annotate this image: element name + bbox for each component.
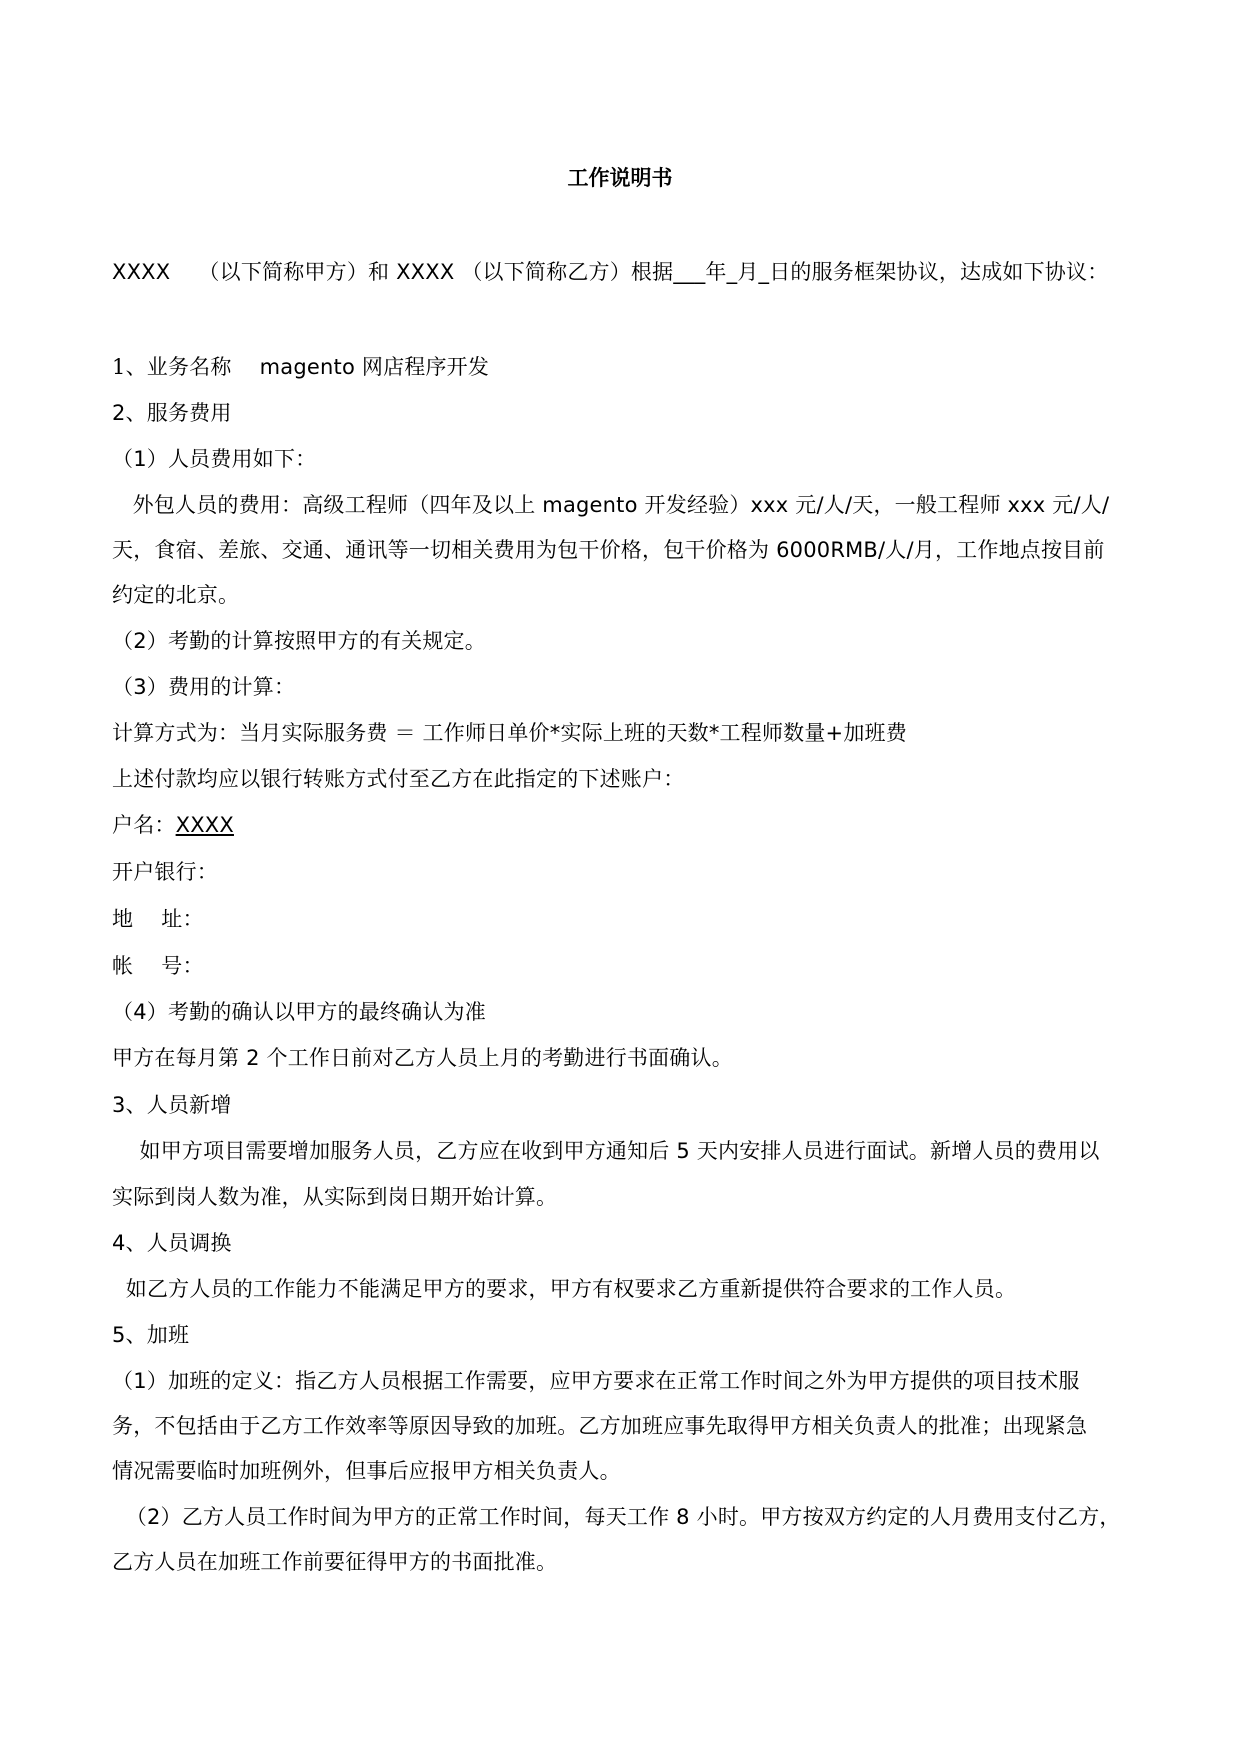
section-2-1-heading: （1）人员费用如下： (112, 447, 317, 471)
document-title: 工作说明书 (567, 166, 673, 190)
section-2-4-text: 甲方在每月第 2 个工作日前对乙方人员上月的考勤进行书面确认。 (112, 1046, 733, 1070)
section-3-heading: 3、人员新增 (112, 1093, 232, 1117)
section-4-text: 如乙方人员的工作能力不能满足甲方的要求，甲方有权要求乙方重新提供符合要求的工作人员。 (112, 1277, 1017, 1301)
fee-formula: 计算方式为：当月实际服务费 ＝ 工作师日单价*实际上班的天数*工程师数量+加班费 (112, 721, 907, 745)
section-2-1-line: 天，食宿、差旅、交通、通讯等一切相关费用为包干价格，包干价格为 6000RMB/人/月，工作地点按目前 (112, 538, 1105, 562)
section-3-line: 如甲方项目需要增加服务人员，乙方应在收到甲方通知后 5 天内安排人员进行面试。新增人员的费用以 (112, 1139, 1100, 1163)
section-2-1-line: 约定的北京。 (112, 583, 240, 607)
section-5-1-line: （1）加班的定义：指乙方人员根据工作需要，应甲方要求在正常工作时间之外为甲方提供的项目技术服 (112, 1369, 1080, 1393)
account-name-row (112, 810, 1142, 840)
account-name-value: XXXX (175, 813, 234, 837)
section-2-3-heading: （3）费用的计算： (112, 675, 296, 699)
section-5-heading: 5、加班 (112, 1323, 190, 1347)
account-number-label: 帐 号： (112, 954, 204, 978)
section-1-text: 、业务名称 magento 网店程序开发 (125, 355, 490, 379)
section-2-4-heading: （4）考勤的确认以甲方的最终确认为准 (112, 1000, 486, 1024)
section-5-1-line: 情况需要临时加班例外，但事后应报甲方相关负责人。 (112, 1459, 621, 1483)
section-4-heading: 4、人员调换 (112, 1231, 232, 1255)
section-5-2-line: 乙方人员在加班工作前要征得甲方的书面批准。 (112, 1550, 558, 1574)
section-2-heading: 2、服务费用 (112, 401, 232, 425)
account-name-label: 户名： (112, 813, 176, 837)
intro-paragraph: XXXX （以下简称甲方）和 XXXX （以下简称乙方）根据___年_月_日的服务框架协议，达成如下协议： (112, 260, 1109, 284)
section-3-line: 实际到岗人数为准，从实际到岗日期开始计算。 (112, 1185, 558, 1209)
address-label: 地 址： (112, 907, 204, 931)
section-1-business-name (112, 352, 1142, 382)
section-5-1-line: 务，不包括由于乙方工作效率等原因导致的加班。乙方加班应事先取得甲方相关负责人的批准；出现紧急 (112, 1414, 1088, 1438)
section-5-2-line: （2）乙方人员工作时间为甲方的正常工作时间，每天工作 8 小时。甲方按双方约定的人月费用支付乙方， (112, 1505, 1121, 1529)
bank-label: 开户银行： (112, 860, 218, 884)
section-2-1-line: 外包人员的费用：高级工程师（四年及以上 magento 开发经验）xxx 元/人/天，一般工程师 xxx 元/人/ (112, 493, 1110, 517)
payment-instruction: 上述付款均应以银行转账方式付至乙方在此指定的下述账户： (112, 767, 685, 791)
section-2-2-text: （2）考勤的计算按照甲方的有关规定。 (112, 629, 486, 653)
section-1-number: 1 (112, 355, 126, 379)
